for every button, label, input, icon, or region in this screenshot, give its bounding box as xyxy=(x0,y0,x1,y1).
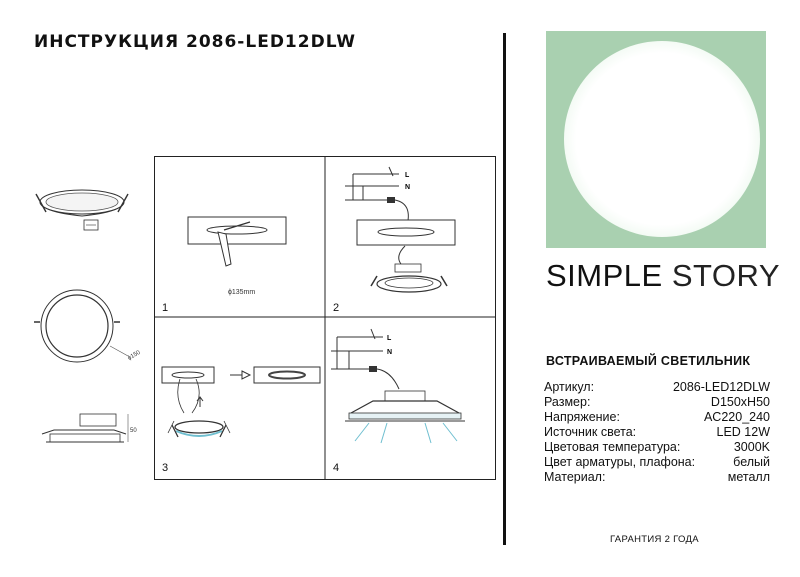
height-dimension-label: 50 xyxy=(130,428,137,434)
step-2-number: 2 xyxy=(333,302,340,314)
specs-table xyxy=(544,380,770,485)
spec-label: Напряжение: xyxy=(544,410,620,424)
spec-value: белый xyxy=(733,455,770,469)
wire-l-label: L xyxy=(405,172,410,179)
spec-label: Материал: xyxy=(544,470,606,484)
brand-logo xyxy=(546,258,780,294)
warranty-note: ГАРАНТИЯ 2 ГОДА xyxy=(610,534,699,545)
product-type-heading: ВСТРАИВАЕМЫЙ СВЕТИЛЬНИК xyxy=(546,354,751,368)
page-title: ИНСТРУКЦИЯ 2086-LED12DLW xyxy=(34,32,356,52)
spec-value: 3000K xyxy=(733,440,770,454)
spec-row xyxy=(544,470,770,485)
spec-label: Цвет арматуры, плафона: xyxy=(544,455,696,469)
step-3-number: 3 xyxy=(162,462,169,474)
spec-row xyxy=(544,395,770,410)
wire-n-label-4: N xyxy=(387,349,393,356)
vertical-divider xyxy=(503,33,506,545)
step-4-illustration xyxy=(325,317,496,480)
step-1-illustration xyxy=(154,156,325,317)
spec-row xyxy=(544,440,770,455)
spec-value: D150xH50 xyxy=(710,395,770,409)
wire-l-label-4: L xyxy=(387,335,392,342)
spec-label: Цветовая температура: xyxy=(544,440,681,454)
spec-row xyxy=(544,380,770,395)
step-2-illustration xyxy=(325,156,496,317)
lamp-glow-circle xyxy=(564,41,760,237)
spec-label: Артикул: xyxy=(544,380,595,394)
spec-row xyxy=(544,410,770,425)
lamp-side-view-drawing xyxy=(34,408,137,458)
spec-value: LED 12W xyxy=(716,425,770,439)
product-hero-image xyxy=(546,31,766,248)
spec-value: AC220_240 xyxy=(703,410,770,424)
installation-steps-grid xyxy=(154,156,496,480)
spec-value: 2086-LED12DLW xyxy=(672,380,770,394)
spec-label: Источник света: xyxy=(544,425,637,439)
step-1-number: 1 xyxy=(162,302,169,314)
spec-value: металл xyxy=(727,470,770,484)
spec-row xyxy=(544,425,770,440)
wire-n-label: N xyxy=(405,184,411,191)
spec-label: Размер: xyxy=(544,395,591,409)
brand-part-1: SIMPLE xyxy=(546,258,663,293)
cutout-size-label: ɸ135mm xyxy=(228,289,256,296)
lamp-perspective-drawing xyxy=(26,180,138,240)
step-3-illustration xyxy=(154,317,325,480)
spec-row xyxy=(544,455,770,470)
lamp-front-view-drawing xyxy=(24,286,154,376)
step-4-number: 4 xyxy=(333,462,340,474)
diameter-dimension-label: ɸ150 xyxy=(127,349,142,362)
brand-part-2: STORY xyxy=(671,258,781,293)
